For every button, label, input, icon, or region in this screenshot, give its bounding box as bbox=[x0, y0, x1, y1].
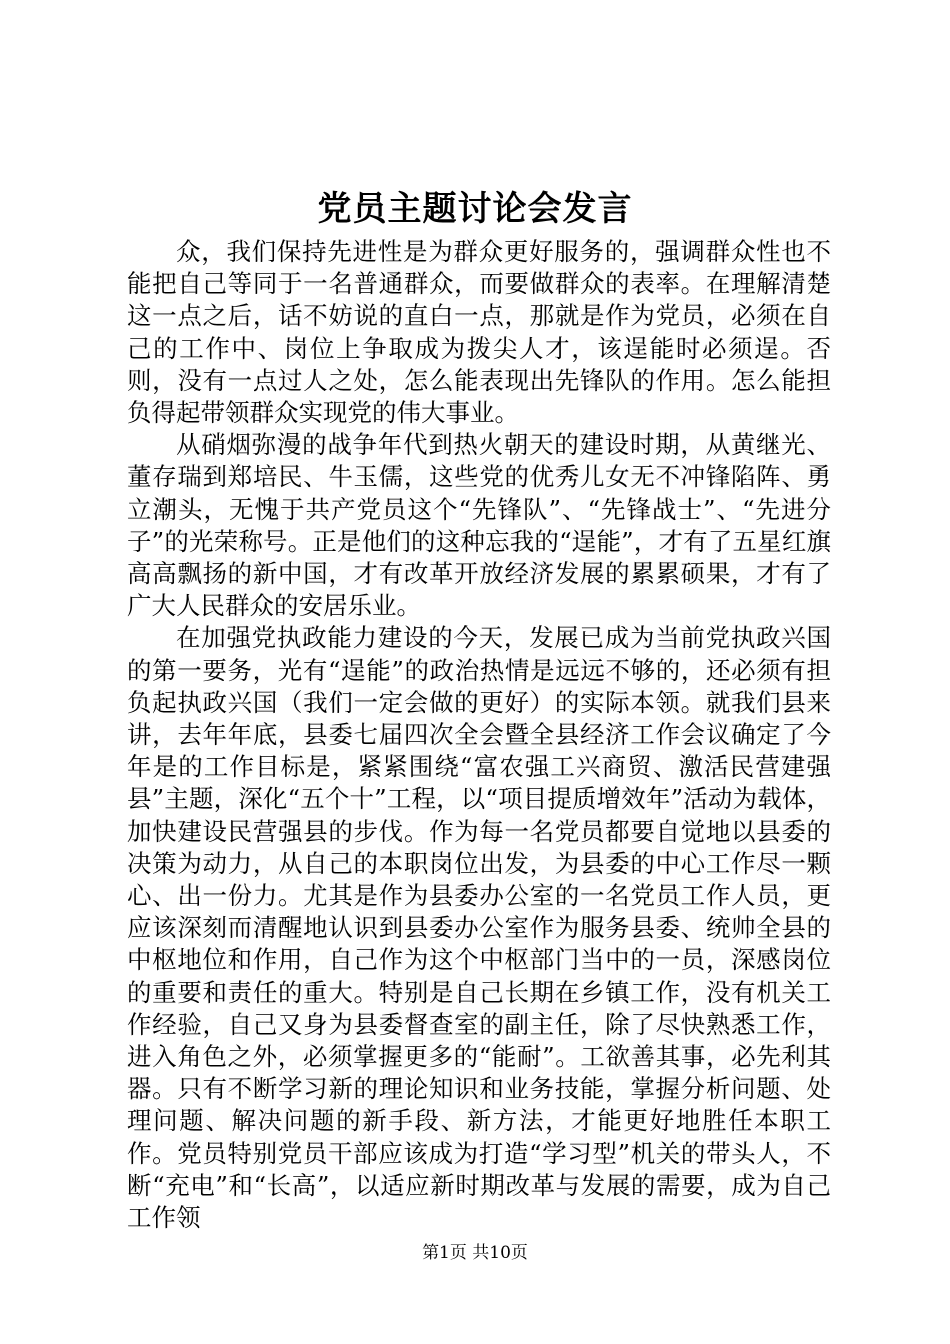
page-number-footer: 第1页 共10页 bbox=[422, 1243, 528, 1263]
document-body bbox=[127, 236, 831, 1234]
paragraph-3: 在加强党执政能力建设的今天，发展已成为当前党执政兴国的第一要务，光有“逞能”的政治热情是远远不够的，还必须有担负起执政兴国（我们一定会做的更好）的实际本领。就我们县来讲，去年年底，县委七届四次全会暨全县经济工作会议确定了今年是的工作目标是，紧紧围绕“富农强工兴商贸、激活民营建强县”主题，深化“五个十”工程，以“项目提质增效年”活动为载体，加快建设民营强县的步伐。作为每一名党员都要自觉地以县委的决策为动力，从自己的本职岗位出发，为县委的中心工作尽一颗心、出一份力。尤其是作为县委办公室的一名党员工作人员，更应该深刻而清醒地认识到县委办公室作为服务县委、统帅全县的中枢地位和作用，自己作为这个中枢部门当中的一员，深感岗位的重要和责任的重大。特别是自己长期在乡镇工作，没有机关工作经验，自己又身为县委督查室的副主任，除了尽快熟悉工作，进入角色之外，必须掌握更多的“能耐”。工欲善其事，必先利其器。只有不断学习新的理论知识和业务技能，掌握分析问题、处理问题、解决问题的新手段、新方法，才能更好地胜任本职工作。党员特别党员干部应该成为打造“学习型”机关的带头人，不断“充电”和“长高”，以适应新时期改革与发展的需要，成为自己工作领 bbox=[127, 623, 831, 1233]
paragraph-1: 众，我们保持先进性是为群众更好服务的，强调群众性也不能把自己等同于一名普通群众，而要做群众的表率。在理解清楚这一点之后，话不妨说的直白一点，那就是作为党员，必须在自己的工作中、岗位上争取成为拨尖人才，该逞能时必须逞。否则，没有一点过人之处，怎么能表现出先锋队的作用。怎么能担负得起带领群众实现党的伟大事业。 bbox=[127, 237, 831, 428]
paragraph-2: 从硝烟弥漫的战争年代到热火朝天的建设时期，从黄继光、董存瑞到郑培民、牛玉儒，这些党的优秀儿女无不冲锋陷阵、勇立潮头，无愧于共产党员这个“先锋队”、“先锋战士”、“先进分子”的光荣称号。正是他们的这种忘我的“逞能”，才有了五星红旗高高飘扬的新中国，才有改革开放经济发展的累累硕果，才有了广大人民群众的安居乐业。 bbox=[127, 430, 831, 621]
document-title: 党员主题讨论会发言 bbox=[317, 189, 633, 229]
